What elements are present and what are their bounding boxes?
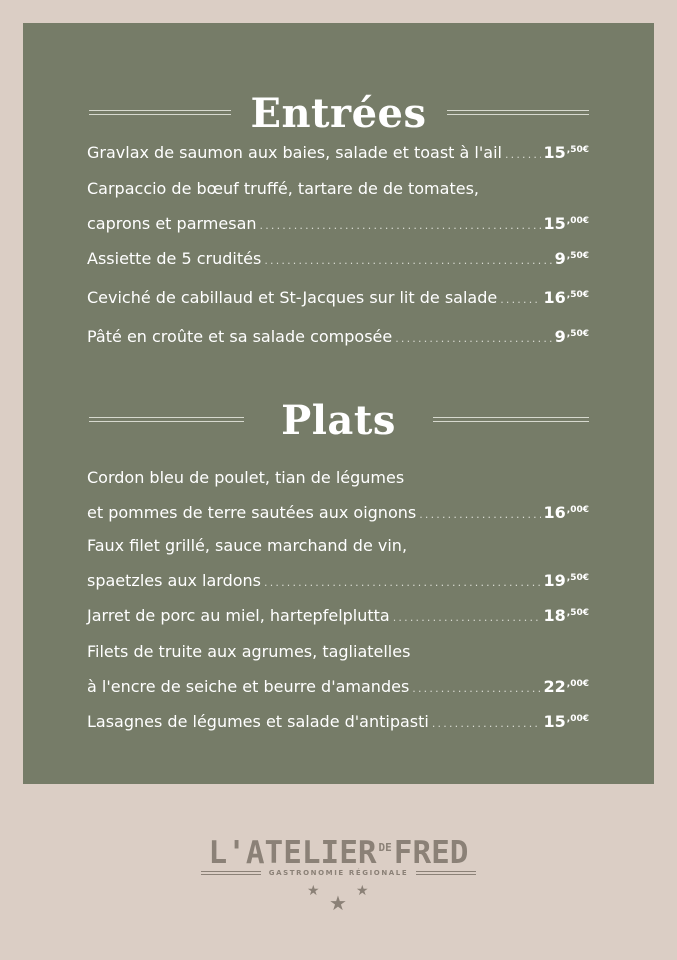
menu-item (87, 320, 589, 353)
menu-item (87, 532, 589, 597)
leader-dots (432, 710, 541, 738)
dish-name: et pommes de terre sautées aux oignons (87, 503, 417, 522)
section-heading: Entrées (250, 89, 427, 137)
dish-price: $15^{,00€}$ (543, 214, 589, 233)
dish-price: $15^{,50€}$ (543, 143, 589, 162)
star-icon: ★ (356, 883, 369, 899)
logo-stars (0, 883, 677, 919)
dish-name: Assiette de 5 crudités (87, 249, 262, 268)
leader-dots (260, 212, 541, 240)
logo-wordmark: L'ATELIER $^{DE}$FRED (208, 835, 469, 871)
dish-price: $22^{,00€}$ (543, 677, 589, 696)
title-rule-right (433, 417, 589, 422)
logo-tagline: GASTRONOMIE RÉGIONALE (268, 869, 409, 877)
tagline-rule-right (416, 871, 476, 875)
dish-price: $18^{,50€}$ (543, 606, 589, 625)
menu-item (87, 281, 589, 314)
leader-dots (264, 247, 551, 275)
dish-price: $16^{,00€}$ (543, 503, 589, 522)
dish-name: Ceviché de cabillaud et St-Jacques sur lit de salade (87, 288, 498, 307)
dish-price: $9^{,50€}$ (554, 327, 589, 346)
dish-name: Jarret de porc au miel, hartepfelplutta (87, 606, 390, 625)
dish-name: Cordon bleu de poulet, tian de légumes (87, 468, 405, 487)
menu-item (87, 705, 589, 738)
title-rule-left (89, 417, 244, 422)
title-rule-right (447, 110, 589, 115)
menu-item (87, 599, 589, 632)
star-icon: ★ (307, 883, 320, 899)
dish-name: Filets de truite aux agrumes, tagliatelles (87, 642, 411, 661)
title-rule-left (89, 110, 231, 115)
menu-item (87, 638, 589, 703)
leader-dots (505, 141, 541, 169)
star-icon: ★ (329, 891, 347, 915)
tagline-rule-left (201, 871, 261, 875)
leader-dots (500, 286, 540, 314)
leader-dots (419, 501, 540, 529)
dish-name: caprons et parmesan (87, 214, 257, 233)
dish-price: $19^{,50€}$ (543, 571, 589, 590)
leader-dots (393, 604, 541, 632)
dish-name: Pâté en croûte et sa salade composée (87, 327, 393, 346)
dish-price: $16^{,50€}$ (543, 288, 589, 307)
menu-panel (23, 23, 654, 784)
logo-tagline-row (0, 869, 677, 877)
dish-price: $9^{,50€}$ (554, 249, 589, 268)
menu-item (87, 136, 589, 169)
menu-item (87, 242, 589, 275)
dish-name: à l'encre de seiche et beurre d'amandes (87, 677, 410, 696)
dish-name: spaetzles aux lardons (87, 571, 261, 590)
section-title-entrees (23, 83, 654, 143)
dish-name: Gravlax de saumon aux baies, salade et toast à l'ail (87, 143, 502, 162)
dish-name: Carpaccio de bœuf truffé, tartare de de tomates, (87, 179, 479, 198)
leader-dots (264, 569, 541, 597)
menu-item (87, 175, 589, 240)
leader-dots (395, 325, 551, 353)
restaurant-logo (0, 826, 677, 919)
section-title-plats (23, 390, 654, 450)
dish-name: Faux filet grillé, sauce marchand de vin, (87, 536, 408, 555)
section-heading: Plats (281, 396, 396, 444)
menu-item (87, 464, 589, 529)
dish-name: Lasagnes de légumes et salade d'antipasti (87, 712, 429, 731)
leader-dots (412, 675, 540, 703)
dish-price: $15^{,00€}$ (543, 712, 589, 731)
